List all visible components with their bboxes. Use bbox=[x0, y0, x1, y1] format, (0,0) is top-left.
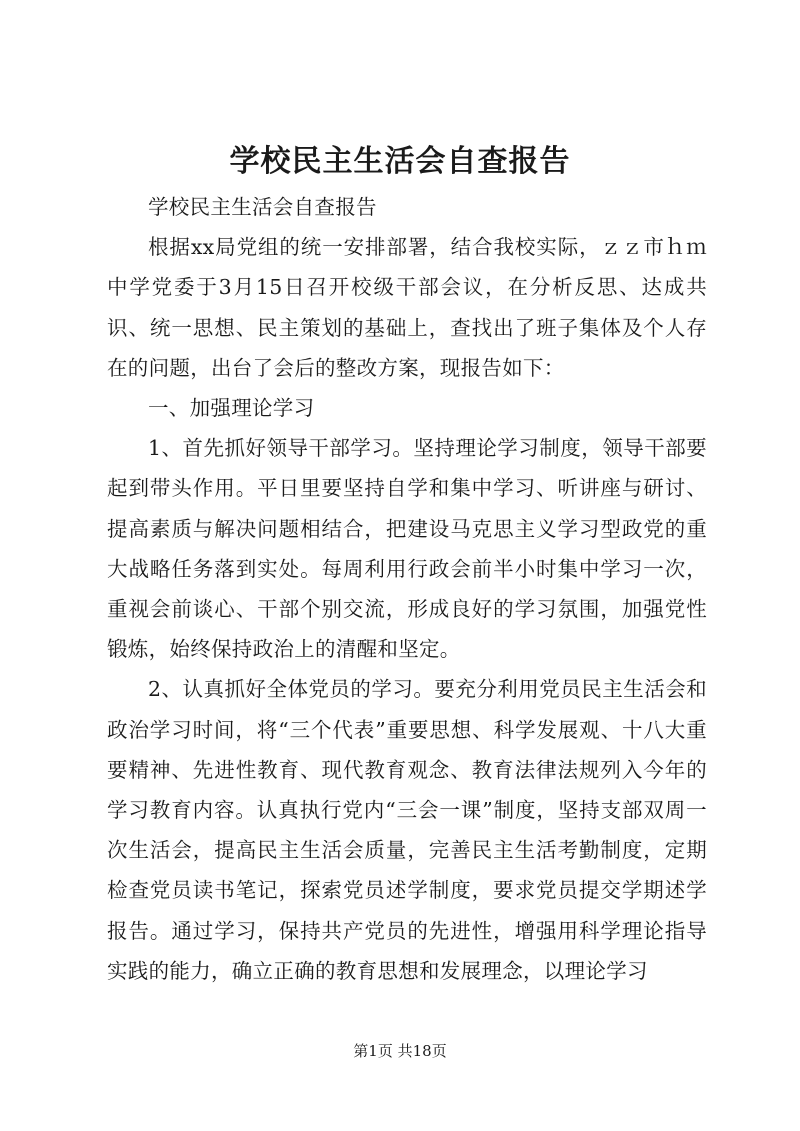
paragraph-subtitle: 学校民主生活会自查报告 bbox=[148, 195, 377, 219]
paragraph-item-1: 1、首先抓好领导干部学习。坚持理论学习制度，领导干部要起到带头作用。平日里要坚持自学和集中学习、听讲座与研讨、提高素质与解决问题相结合，把建设马克思主义学习型政党的重大战略任务落到实处。每周利用行政会前半小时集中学习一次，重视会前谈心、干部个别交流，形成良好的学习氛围，加强党性锻炼，始终保持政治上的清醒和坚定。 bbox=[107, 436, 707, 662]
section-heading: 一、加强理论学习 bbox=[148, 396, 315, 421]
page-number-footer: 第1页 共18页 bbox=[353, 1042, 447, 1060]
document-body bbox=[107, 187, 707, 991]
document-title: 学校民主生活会自查报告 bbox=[229, 144, 571, 179]
paragraph-item-2: 2、认真抓好全体党员的学习。要充分利用党员民主生活会和政治学习时间，将“三个代表”重要思想、科学发展观、十八大重要精神、先进性教育、现代教育观念、教育法律法规列入今年的学习教育内容。认真执行党内“三会一课”制度，坚持支部双周一次生活会，提高民主生活会质量，完善民主生活考勤制度，定期检查党员读书笔记，探索党员述学制度，要求党员提交学期述学报告。通过学习，保持共产党员的先进性，增强用科学理论指导实践的能力，确立正确的教育思想和发展理念，以理论学习 bbox=[107, 677, 707, 983]
paragraph-intro: 根据xx局党组的统一安排部署，结合我校实际，ｚｚ市ｈｍ中学党委于3月15日召开校级干部会议，在分析反思、达成共识、统一思想、民主策划的基础上，查找出了班子集体及个人存在的问题，出台了会后的整改方案，现报告如下： bbox=[107, 235, 707, 380]
